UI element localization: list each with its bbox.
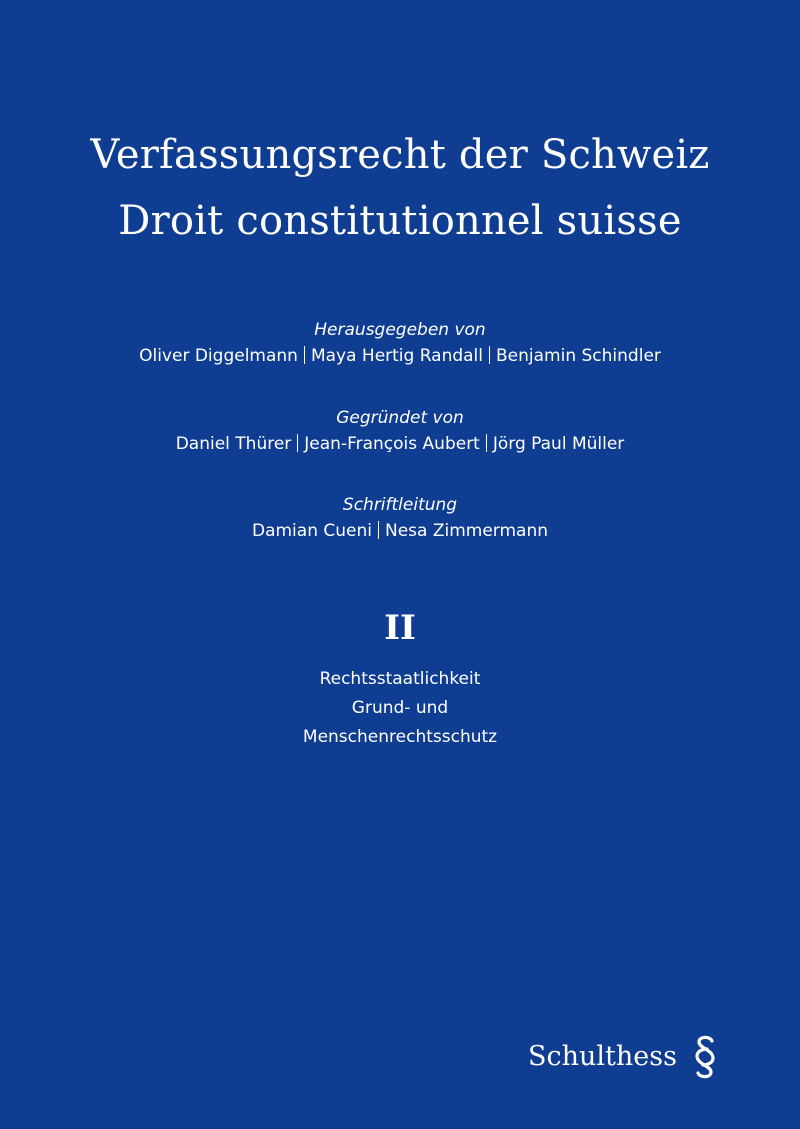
founders-names (0, 431, 800, 457)
founder-name: Daniel Thürer (175, 434, 292, 454)
editor-name: Oliver Diggelmann (139, 346, 298, 366)
founders-role: Gegründet von (336, 408, 464, 428)
name-separator (304, 346, 305, 364)
lead-section (0, 492, 800, 544)
volume-number: II (384, 608, 416, 648)
editors-section (0, 317, 800, 369)
volume-topic: Grund- und (351, 698, 449, 718)
name-separator (297, 434, 298, 452)
publisher-name: Schulthess (528, 1041, 677, 1072)
volume-topic: Rechtsstaatlichkeit (319, 669, 481, 689)
section-sign-icon (691, 1032, 719, 1082)
lead-names (0, 518, 800, 544)
title-german: Verfassungsrecht der Schweiz (90, 132, 710, 178)
name-separator (486, 434, 487, 452)
lead-name: Nesa Zimmermann (384, 521, 549, 541)
name-separator (489, 346, 490, 364)
title-french: Droit constitutionnel suisse (118, 198, 682, 244)
publisher-imprint (528, 1032, 719, 1082)
book-title (0, 122, 800, 254)
volume-topic: Menschenrechtsschutz (302, 727, 498, 747)
editor-name: Benjamin Schindler (496, 346, 661, 366)
founder-name: Jean-François Aubert (304, 434, 480, 454)
lead-name: Damian Cueni (251, 521, 372, 541)
editor-name: Maya Hertig Randall (310, 346, 484, 366)
name-separator (378, 521, 379, 539)
founders-section (0, 405, 800, 457)
editors-names (0, 343, 800, 369)
founder-name: Jörg Paul Müller (492, 434, 625, 454)
lead-role: Schriftleitung (342, 495, 458, 515)
editors-role: Herausgegeben von (314, 320, 486, 340)
volume-topics (0, 665, 800, 752)
